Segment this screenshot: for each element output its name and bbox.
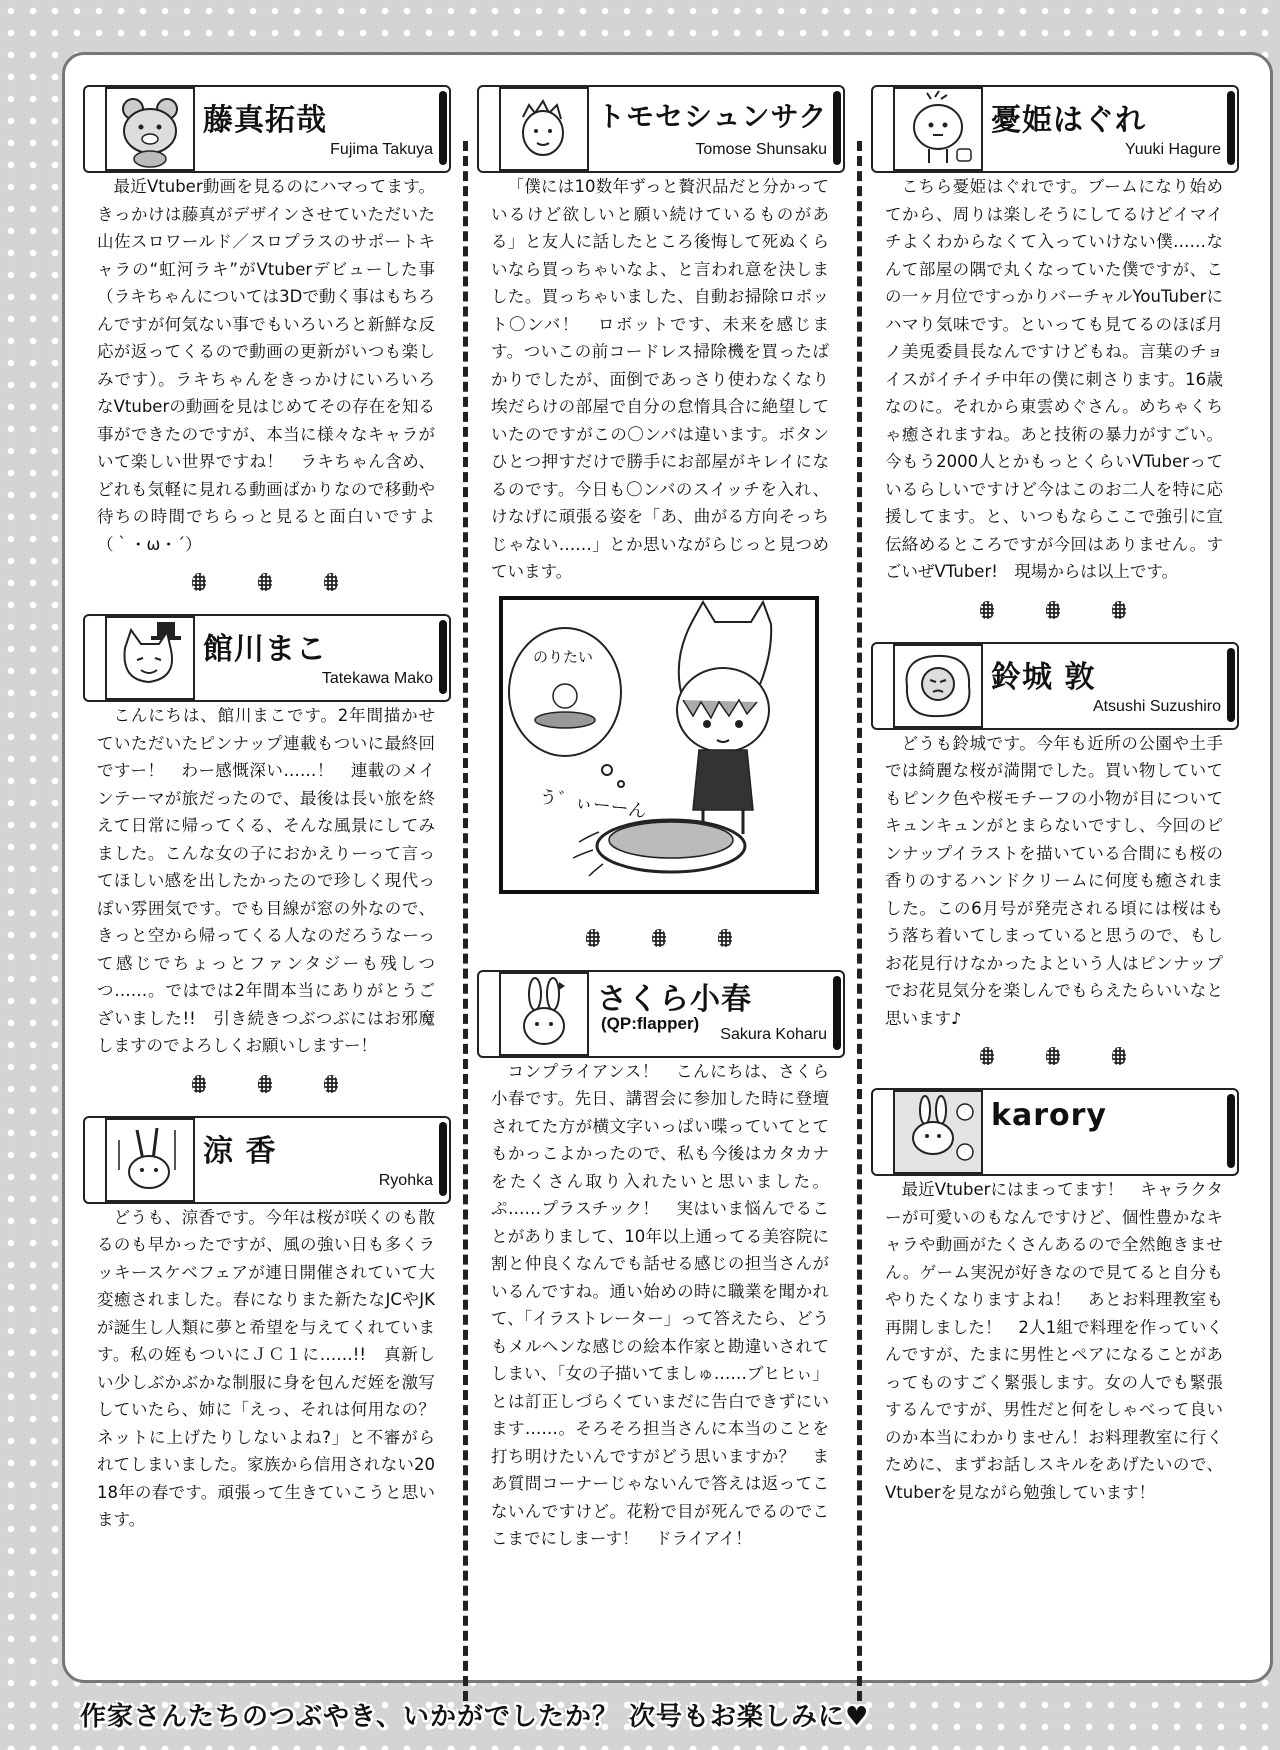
strawberry-icon — [1112, 601, 1126, 619]
author-comment: どうも、涼香です。今年は桜が咲くのも散るのも早かったですが、風の強い日も多くラッキースケベフェアが連日開催されていて大変癒されました。春になりまた新たなJCやJKが誕生し人類に夢と希望を与えてくれています。私の姪もついにＪＣ１に……!! 真新しい少しぶかぶかな制服に身を包んだ姪を激写していたら、姉に「えっ、それは何用なの？ ネットに上げたりしないよね?」と不審がられてしまいました。家族から信用されない2018年の春です。頑張って生きていこうと思います。 — [97, 1207, 452, 1529]
content-panel — [62, 52, 1273, 1683]
strawberry-icon — [718, 929, 732, 947]
author-comment: どうも鈴城です。今年も近所の公園や土手では綺麗な桜が満開でした。買い物していてもピンク色や桜モチーフの小物が目についてキュンキュンがとまらないですし、今回のピンナップイラストを描いている合間にも桜の香りのするハンドクリームに何度も癒されました。この6月号が発売される頃には桜はもう落ち着いてしまっていると思うので、もしお花見行けなかったよという人はピンナップでお花見気分を楽しんでもらえたらいいなと思います♪ — [885, 733, 1223, 1028]
author-romaji: Ryohka — [378, 1171, 433, 1189]
strawberry-icon — [324, 1075, 338, 1093]
comic-illustration — [499, 596, 819, 894]
rabbit-scribble-avatar-icon — [105, 1118, 195, 1202]
author-header — [867, 81, 1239, 173]
cat-top-hat-avatar-icon — [105, 616, 195, 700]
bunny-avatar-icon — [499, 972, 589, 1056]
strawberry-divider — [473, 914, 845, 966]
author-name: さくら小春 — [597, 981, 752, 1017]
strawberry-icon — [258, 573, 272, 591]
author-romaji: Sakura Koharu — [720, 1025, 827, 1043]
bear-avatar-icon — [105, 87, 195, 171]
strawberry-icon — [1046, 601, 1060, 619]
author-romaji: Tatekawa Mako — [321, 670, 433, 687]
strawberry-divider — [867, 586, 1239, 638]
strawberry-divider — [79, 1060, 451, 1112]
column-divider — [463, 141, 468, 1701]
egg-face-avatar-icon — [893, 644, 983, 728]
author-header — [79, 81, 451, 173]
footer-message: 作家さんたちのつぶやき、いかがでしたか？ 次号もお楽しみに♥ — [80, 1702, 870, 1732]
strawberry-divider — [867, 1032, 1239, 1084]
author-name: karory — [991, 1098, 1107, 1133]
strawberry-icon — [1112, 1047, 1126, 1065]
strawberry-icon — [324, 573, 338, 591]
author-comment: 最近Vtuberにはまってます！ キャラクターが可愛いのもなんですけど、個性豊かなキャラや動画がたくさんあるので全然飽きません。ゲーム実況が好きなので見てると自分もやりたくなりますよね！ あとお料理教室も再開しました！ 2人1組で料理を作っていくんですが、たまに男性とペアになることがあってものすごく緊張します。女の人でも緊張するんですが、男性だと何をしゃべって良いのか本当にわかりません！お料理教室に行くために、まずお話しスキルをあげたいので、Vtuberを見ながら勉強しています！ — [885, 1180, 1223, 1502]
author-romaji: Tomose Shunsaku — [695, 141, 827, 158]
strawberry-icon — [192, 573, 206, 591]
character-avatar-icon — [499, 87, 589, 171]
author-header — [867, 638, 1239, 730]
rabbit-flower-avatar-icon — [893, 1090, 983, 1174]
mascot-avatar-icon — [893, 87, 983, 171]
author-romaji: Yuuki Hagure — [1124, 141, 1221, 158]
sound-effect-text: う゛ぃーーん — [537, 786, 648, 822]
author-comment: 「僕には10数年ずっと贅沢品だと分かっているけど欲しいと願い続けているものがある」と友人に話したところ後悔して死ぬくらいなら買っちゃいなよ、と言われ意を決しました。買っちゃいました、自動お掃除ロボット〇ンバ！ ロボットです、未来を感じます。ついこの前コードレス掃除機を買ったばかりでしたが、面倒であっさり使わなくなり埃だらけの部屋で自分の怠惰具合に絶望していたのですがこの〇ンバは違います。ボタンひとつ押すだけで勝手にお部屋がキレイになるのです。今日も〇ンバのスイッチを入れ、けなげに頑張る姿を「あ、曲がる方向そっちじゃない……」とか思いながらじっと見つめています。 — [491, 177, 829, 581]
author-name: 館川まこ — [203, 632, 327, 667]
author-comment: コンプライアンス！ こんにちは、さくら小春です。先日、講習会に参加した時に登壇されてた方が横文字いっぱい喋っていてとてもかっこよかったので、私も今後はカタカナをたくさん取り入れたいと思いました。ぷ……プラスチック！ 実はいま悩んでることがありまして、10年以上通ってる美容院に割と仲良くなんでも話せる感じの担当さんがいるんですね。通い始めの時に職業を聞かれて、「イラストレーター」って答えたら、どうもメルヘンな感じの絵本作家と勘違いされてしまい、「女の子描いてましゅ……ブヒヒぃ」とは訂正しづらくていまだに告白できずにいます……。そろそろ担当さんに本当のことを打ち明けたいんですがどう思いますか？ まあ質問コーナーじゃないんで答えは返ってこないんですけど。花粉で目が死んでるのでここまでにしまーす！ ドライアイ！ — [491, 1061, 829, 1548]
author-affiliation: (QP:flapper) — [601, 1013, 700, 1033]
strawberry-icon — [586, 929, 600, 947]
author-header — [79, 1112, 451, 1204]
author-header — [473, 81, 845, 173]
right-column — [867, 81, 1239, 1506]
author-comment: 最近Vtuber動画を見るのにハマってます。きっかけは藤真がデザインさせていただいた山佐スロワールド／スロプラスのサポートキャラの“虹河ラキ”がVtuberデビューした事（ラキちゃんについては3Dで動く事はもちろんですが何気ない事でもいろいろと新鮮な反応が返ってくるので動画の更新がいつも楽しみです）。ラキちゃんをきっかけにいろいろなVtuberの動画を見はじめてその存在を知る事ができたのですが、本当に様々なキャラがいて楽しい世界ですね！ ラキちゃん含め、どれも気軽に見れる動画ばかりなので移動や待ちの時間でちらっと見ると面白いですよ（｀・ω・´） — [97, 177, 435, 554]
strawberry-icon — [652, 929, 666, 947]
author-header — [79, 610, 451, 702]
author-header — [473, 966, 845, 1058]
strawberry-icon — [1046, 1047, 1060, 1065]
author-name: 鈴城 敦 — [991, 659, 1096, 695]
author-romaji: Atsushi Suzushiro — [1092, 697, 1221, 715]
author-name: 涼 香 — [203, 1133, 277, 1169]
author-name: 憂姫はぐれ — [991, 103, 1146, 138]
strawberry-divider — [79, 558, 451, 610]
author-name: トモセシュンサク — [597, 100, 828, 133]
strawberry-icon — [258, 1075, 272, 1093]
left-column — [79, 81, 451, 1534]
author-comment: こちら憂姫はぐれです。ブームになり始めてから、周りは楽しそうにしてるけどイマイチよくわからなくて入っていけない僕……なんて部屋の隅で丸くなっていた僕ですが、この一ヶ月位ですっかりバーチャルYouTuberにハマり気味です。といっても見てるのほぼ月ノ美兎委員長なんですけどもね。言葉のチョイスがイチイチ中年の僕に刺さります。16歳なのに。それから東雲めぐさん。めちゃくちゃ癒されますね。あと技術の暴力がすごい。今もう2000人とかもっとくらいVTuberっているらしいですけど今はこのお二人を特に応援してます。と、いつもならここで強引に宣伝絡めるところですが今回はありません。すごいぜVTuber! 現場からは以上です。 — [885, 177, 1223, 581]
strawberry-icon — [980, 601, 994, 619]
author-comment: こんにちは、館川まこです。2年間描かせていただいたピンナップ連載もついに最終回ですー！ わー感慨深い……！ 連載のメインテーマが旅だったので、最後は長い旅を終えて日常に帰ってくる、そんな風景にしてみました。こんな女の子におかえりーって言ってほしい感を出したかったので珍しく現代っぽい雰囲気です。でも目線が窓の外なので、きっと空から帰ってくる人なのだろうなーって感じでちょっとファンタジーも残しつつ……。ではでは2年間本当にありがとうございました!! 引き続きつぶつぶにはお邪魔しますのでよろしくお願いしますー！ — [97, 706, 435, 1055]
column-divider — [857, 141, 862, 1701]
speech-bubble-text: のりたい — [533, 647, 594, 666]
middle-column — [473, 81, 845, 1553]
author-header — [867, 1084, 1239, 1176]
author-romaji: Fujima Takuya — [330, 141, 433, 158]
author-name: 藤真拓哉 — [203, 103, 327, 138]
strawberry-icon — [980, 1047, 994, 1065]
strawberry-icon — [192, 1075, 206, 1093]
